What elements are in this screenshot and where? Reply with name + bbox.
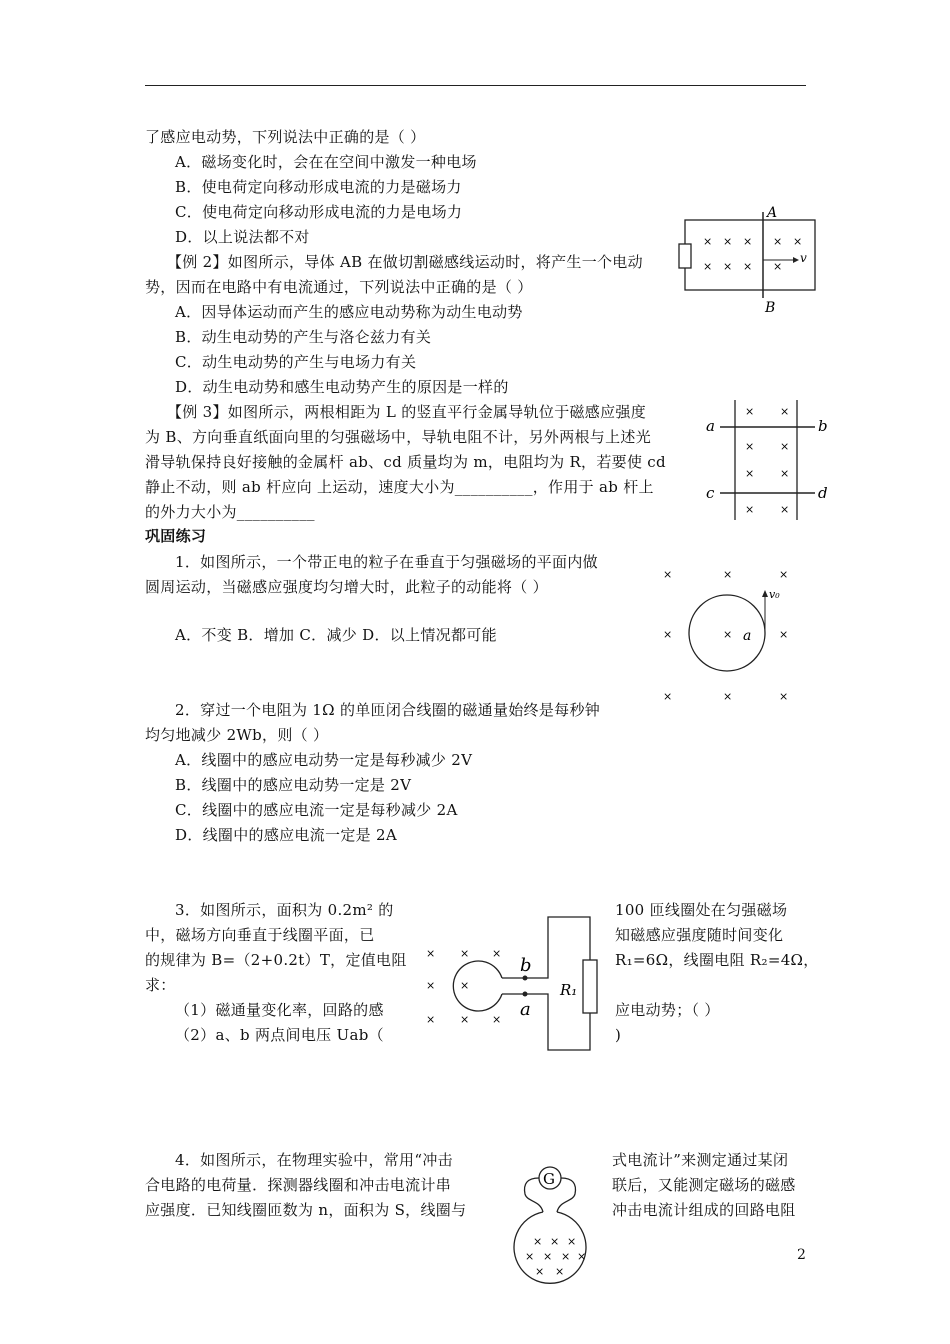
field-cross: × bbox=[460, 979, 470, 992]
field-cross: × bbox=[723, 260, 733, 273]
q2-option-c: C．线圈中的感应电流一定是每秒减少 2A bbox=[175, 801, 458, 819]
example3-line4: 静止不动，则 ab 杆应向 上运动，速度大小为__________，作用于 ab 杆上 bbox=[145, 478, 654, 496]
page-number: 2 bbox=[797, 1247, 806, 1263]
label-A: A bbox=[767, 205, 778, 221]
q2-line2: 均匀地减少 2Wb，则（ ） bbox=[145, 726, 329, 744]
example2-option-b: B．动生电动势的产生与洛仑兹力有关 bbox=[175, 328, 432, 346]
q2-line1: 2．穿过一个电阻为 1Ω 的单匝闭合线圈的磁通量始终是每秒钟 bbox=[175, 701, 601, 719]
q2-option-d: D．线圈中的感应电流一定是 2A bbox=[175, 826, 397, 844]
example2-line2: 势，因而在电路中有电流通过，下列说法中正确的是（ ） bbox=[145, 278, 533, 296]
field-cross: × bbox=[745, 503, 755, 516]
field-cross: × bbox=[793, 235, 803, 248]
q2-option-b: B．线圈中的感应电动势一定是 2V bbox=[175, 776, 412, 794]
label-v: v bbox=[800, 251, 807, 265]
field-cross: × bbox=[663, 568, 673, 581]
label-v0: v₀ bbox=[769, 588, 780, 601]
field-cross: × bbox=[703, 235, 713, 248]
q3-left-line2: 中，磁场方向垂直于线圈平面，已 bbox=[145, 926, 375, 944]
field-cross: × bbox=[543, 1250, 553, 1263]
field-cross: × bbox=[779, 568, 789, 581]
field-cross: × bbox=[555, 1265, 565, 1278]
label-d: d bbox=[818, 484, 828, 502]
q3-left-line6: （2）a、b 两点间电压 Uab（ bbox=[175, 1026, 384, 1044]
field-cross: × bbox=[525, 1250, 535, 1263]
field-cross: × bbox=[780, 467, 790, 480]
label-b: b bbox=[818, 417, 828, 435]
field-cross: × bbox=[426, 947, 436, 960]
field-cross: × bbox=[663, 628, 673, 641]
example2-figure bbox=[675, 200, 825, 320]
field-cross: × bbox=[780, 405, 790, 418]
example2-option-c: C．动生电动势的产生与电场力有关 bbox=[175, 353, 417, 371]
field-cross: × bbox=[723, 568, 733, 581]
field-cross: × bbox=[723, 235, 733, 248]
q4-right-line1: 式电流计”来测定通过某闭 bbox=[612, 1151, 789, 1169]
field-cross: × bbox=[577, 1250, 587, 1263]
q4-figure bbox=[505, 1160, 605, 1290]
label-b: b bbox=[520, 955, 532, 976]
label-a: a bbox=[743, 628, 752, 644]
example3-line1: 【例 3】如图所示，两根相距为 L 的竖直平行金属导轨位于磁感应强度 bbox=[167, 403, 647, 421]
field-cross: × bbox=[460, 1013, 470, 1026]
field-cross: × bbox=[535, 1265, 545, 1278]
q1-options: A．不变 B．增加 C．减少 D．以上情况都可能 bbox=[175, 626, 497, 644]
field-cross: × bbox=[745, 440, 755, 453]
q3-left-line5: （1）磁通量变化率，回路的感 bbox=[175, 1001, 384, 1019]
field-cross: × bbox=[779, 628, 789, 641]
q3-left-line4: 求： bbox=[145, 976, 176, 994]
field-cross: × bbox=[426, 1013, 436, 1026]
field-cross: × bbox=[533, 1235, 543, 1248]
example3-line2: 为 B、方向垂直纸面向里的匀强磁场中，导轨电阻不计，另外两根与上述光 bbox=[145, 428, 651, 446]
q1-line2: 圆周运动，当磁感应强度均匀增大时，此粒子的动能将（ ） bbox=[145, 578, 548, 596]
field-cross: × bbox=[745, 467, 755, 480]
q3-right-line3: R₁=6Ω，线圈电阻 R₂=4Ω， bbox=[615, 951, 819, 969]
q3-left-line3: 的规律为 B=（2+0.2t）T，定值电阻 bbox=[145, 951, 407, 969]
q3-right-line1: 100 匝线圈处在匀强磁场 bbox=[615, 901, 788, 919]
q3-right-line2: 知磁感应强度随时间变化 bbox=[615, 926, 784, 944]
q4-left-line2: 合电路的电荷量．探测器线圈和冲击电流计串 bbox=[145, 1176, 452, 1194]
example3-figure bbox=[700, 395, 840, 525]
intro-stem: 了感应电动势，下列说法中正确的是（ ） bbox=[145, 128, 426, 146]
q1-figure bbox=[655, 560, 805, 705]
field-cross: × bbox=[779, 690, 789, 703]
field-cross: × bbox=[743, 260, 753, 273]
field-cross: × bbox=[567, 1235, 577, 1248]
example3-line5: 的外力大小为__________ bbox=[145, 503, 315, 521]
galvanometer-label: G bbox=[543, 1170, 555, 1188]
label-c: c bbox=[706, 484, 715, 502]
field-cross: × bbox=[743, 235, 753, 248]
intro-option-c: C．使电荷定向移动形成电流的力是电场力 bbox=[175, 203, 463, 221]
example3-line3: 滑导轨保持良好接触的金属杆 ab、cd 质量均为 m，电阻均为 R，若要使 cd bbox=[145, 453, 666, 471]
field-cross: × bbox=[492, 947, 502, 960]
example2-option-a: A．因导体运动而产生的感应电动势称为动生电动势 bbox=[175, 303, 523, 321]
q3-right-line5: ) bbox=[615, 1026, 622, 1044]
label-R1: R₁ bbox=[560, 981, 578, 999]
section-title: 巩固练习 bbox=[145, 527, 207, 545]
q4-left-line1: 4．如图所示，在物理实验中，常用“冲击 bbox=[175, 1151, 453, 1169]
intro-option-d: D．以上说法都不对 bbox=[175, 228, 310, 246]
q4-left-line3: 应强度．已知线圈匝数为 n，面积为 S，线圈与 bbox=[145, 1201, 467, 1219]
q4-right-line2: 联后，又能测定磁场的磁感 bbox=[612, 1176, 796, 1194]
q3-right-line4: 应电动势；（ ） bbox=[615, 1001, 720, 1019]
q4-right-line3: 冲击电流计组成的回路电阻 bbox=[612, 1201, 796, 1219]
example2-line1: 【例 2】如图所示，导体 AB 在做切割磁感线运动时，将产生一个电动 bbox=[167, 253, 643, 271]
field-cross: × bbox=[773, 260, 783, 273]
q3-figure bbox=[420, 905, 610, 1055]
field-cross: × bbox=[460, 947, 470, 960]
q3-left-line1: 3．如图所示，面积为 0.2m² 的 bbox=[175, 901, 394, 919]
field-cross: × bbox=[745, 405, 755, 418]
label-B: B bbox=[765, 300, 776, 316]
field-cross: × bbox=[550, 1235, 560, 1248]
q1-line1: 1．如图所示，一个带正电的粒子在垂直于匀强磁场的平面内做 bbox=[175, 553, 598, 571]
intro-option-b: B．使电荷定向移动形成电流的力是磁场力 bbox=[175, 178, 462, 196]
field-cross: × bbox=[663, 690, 673, 703]
label-a: a bbox=[520, 999, 531, 1020]
field-cross: × bbox=[780, 440, 790, 453]
field-cross: × bbox=[426, 979, 436, 992]
intro-option-a: A．磁场变化时，会在在空间中激发一种电场 bbox=[175, 153, 477, 171]
header-rule bbox=[145, 85, 806, 86]
field-cross: × bbox=[780, 503, 790, 516]
q2-option-a: A．线圈中的感应电动势一定是每秒减少 2V bbox=[175, 751, 473, 769]
example2-option-d: D．动生电动势和感生电动势产生的原因是一样的 bbox=[175, 378, 509, 396]
field-cross: × bbox=[723, 690, 733, 703]
field-cross: × bbox=[723, 628, 733, 641]
field-cross: × bbox=[773, 235, 783, 248]
field-cross: × bbox=[561, 1250, 571, 1263]
field-cross: × bbox=[703, 260, 713, 273]
label-a: a bbox=[706, 417, 715, 435]
field-cross: × bbox=[492, 1013, 502, 1026]
